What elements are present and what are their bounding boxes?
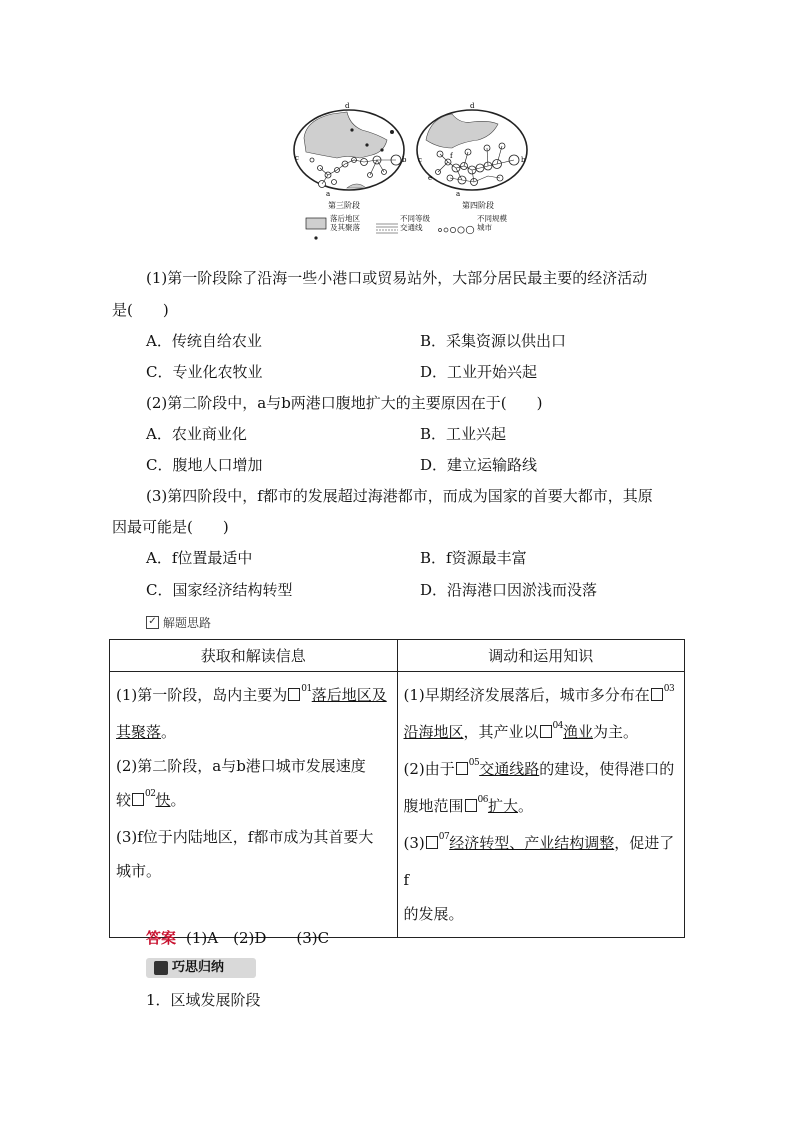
label-d-4: d	[470, 102, 475, 110]
legend-city-size: 不同规模城市	[477, 214, 507, 232]
stage4-map	[417, 102, 527, 210]
knowledge-item-2: (2)由于 $^{05}$交通线路的建设，使得港口的 腹地范围 $^{06}$扩大。	[403, 758, 675, 815]
blank-box-icon	[288, 688, 300, 701]
summary-badge-text: 巧思归纳	[172, 960, 225, 975]
legend-transport-lines: 不同等级交通线	[400, 214, 430, 232]
info-item-3: (3)f位于内陆地区，f都市成为其首要大 城市。	[116, 828, 374, 880]
section-title: 1．区域发展阶段	[146, 991, 261, 1009]
solution-hint-label	[146, 614, 211, 631]
q2-option-d: D．建立运输路线	[420, 456, 538, 474]
figure-legend	[306, 214, 509, 252]
blank-box-icon	[132, 793, 144, 806]
checkbox-icon: ✓	[146, 616, 159, 629]
regional-development-figure	[292, 100, 532, 252]
question-1-stem: (1)第一阶段除了沿海一些小港口或贸易站外，大部分居民最主要的经济活动	[146, 269, 648, 287]
question-3-stem-cont: 因最可能是( )	[112, 518, 229, 536]
label-b-4: b	[521, 156, 526, 164]
pen-icon	[154, 961, 168, 975]
knowledge-item-1: (1)早期经济发展落后，城市多分布在 $^{03}$ 沿海地区，其产业以 $^{04}$渔业为主。	[403, 684, 675, 741]
col-header-knowledge: 调动和运用知识	[397, 640, 685, 672]
analysis-table	[109, 639, 685, 938]
q1-option-a: A．传统自给农业	[146, 332, 262, 350]
question-3-stem: (3)第四阶段中，f都市的发展超过海港都市，而成为国家的首要大都市，其原	[146, 487, 653, 505]
q1-option-b: B．采集资源以供出口	[420, 332, 567, 350]
blank-box-icon	[456, 762, 468, 775]
q3-option-c: C．国家经济结构转型	[146, 581, 293, 599]
info-cell	[110, 672, 398, 938]
answer-text: (1)A (2)D (3)C	[186, 929, 330, 947]
knowledge-item-3: (3) $^{07}$经济转型、产业结构调整，促进了f 的发展。	[403, 832, 675, 923]
col-header-info: 获取和解读信息	[110, 640, 398, 672]
label-e: e	[428, 174, 433, 182]
legend-backward-area: 落后地区及其聚落	[330, 214, 360, 232]
answer-label: 答案	[146, 929, 177, 947]
label-a-4: a	[456, 190, 461, 198]
question-2-stem: (2)第二阶段中，a与b两港口腹地扩大的主要原因在于( )	[146, 394, 543, 412]
hint-text: 解题思路	[163, 616, 212, 630]
label-f: f	[450, 152, 453, 160]
label-c-4: c	[418, 156, 422, 164]
q3-option-b: B．f资源最丰富	[420, 549, 527, 567]
blank-box-icon	[651, 688, 663, 701]
answer-line	[146, 927, 329, 948]
question-1-stem-cont: 是( )	[112, 301, 169, 319]
q1-option-d: D．工业开始兴起	[420, 363, 538, 381]
q2-option-b: B．工业兴起	[420, 425, 507, 443]
q1-option-c: C．专业化农牧业	[146, 363, 263, 381]
knowledge-cell	[397, 672, 685, 938]
blank-box-icon	[540, 725, 552, 738]
stage4-caption: 第四阶段	[462, 201, 494, 210]
stage3-map	[294, 102, 407, 210]
blank-box-icon	[426, 836, 438, 849]
label-a: a	[326, 190, 331, 198]
blank-box-icon	[465, 799, 477, 812]
summary-badge	[146, 958, 256, 978]
label-d: d	[345, 102, 350, 110]
stage3-caption: 第三阶段	[328, 201, 360, 210]
q2-option-c: C．腹地人口增加	[146, 456, 263, 474]
label-b: b	[402, 156, 407, 164]
label-c: c	[295, 154, 299, 162]
q3-option-a: A．f位置最适中	[146, 549, 253, 567]
q2-option-a: A．农业商业化	[146, 425, 247, 443]
info-item-1: (1)第一阶段，岛内主要为 $^{01}$落后地区及 其聚落。	[116, 684, 387, 741]
info-item-2: (2)第二阶段，a与b港口城市发展速度 较 $^{02}$快。	[116, 757, 366, 809]
q3-option-d: D．沿海港口因淤浅而没落	[420, 581, 598, 599]
